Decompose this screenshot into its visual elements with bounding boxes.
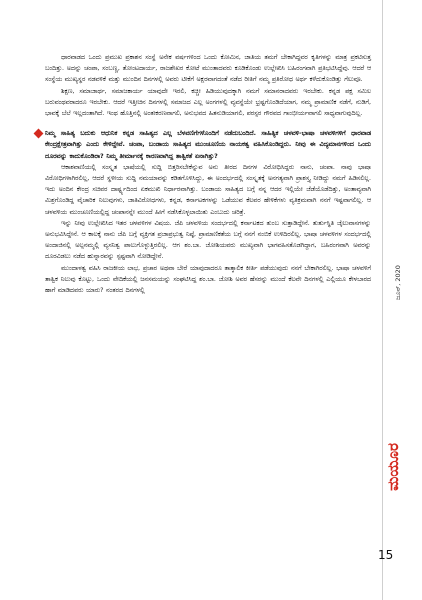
answer-paragraph-3: ಮುಂದಾಳತ್ವ ವಹಿಸಿ ರಾಜಕೀಯ ಲಾಭ, ಪ್ರಚಾರ ಅಥವಾ ಬೇರೆ ಯಾವುದಾದರೂ ತಾತ್ಕಾಲಿಕ ಕೀರ್ತಿ ಪಡೆಯುವುದು ನನಗೆ ಬೇಕಾಗಿರಲಿಲ್ಲ. ಭಾಷಾ ಚಳವಳಿಗೆ ತಾತ್ವಿಕ ನಿಲುವು ಕೊಟ್ಟು, ಒಂದು ವೇದಿಕೆಯಲ್ಲಿ ಜನಸಮಯನ್ನು ಸಂಘಟಿಸಿದ್ದ ಶಂ.ಬಾ. ಜೋಶಿ ಅವರ ಹೆಸರನ್ನು ಮುಂದೆ ಕೆಲವೇ ದಿನಗಳಲ್ಲಿ ಎಲ್ಲಿಯೂ ಕೇಳಬಾರದ ಹಾಗೆ ಮಾಡಿದವರು ಯಾರು? ನಂತರದ ದಿನಗಳಲ್ಲಿ <box>45 264 371 295</box>
paragraph-1: ಧಾರವಾಡದ ಒಂದು ಪ್ರಮುಖ ಪ್ರಕಾಶನ ಸಂಸ್ಥೆ ಅನೇಕ ವರ್ಷಗಳಿಂದ ಒಂದು ಕೋಮಿನ, ಜಾತಿಯ ತಮಗೆ ಬೇಕಾಗಿದ್ದವರ ಕೃತಿಗಳನ್ನು ಮಾತ್ರ ಪ್ರಕಟಿಸುತ್ತ ಬಂದಿತ್ತು. ಅದನ್ನು ಚಂಪಾ, ಸಂಬಣ್ಣ, ತೋಂಟದಾರ್ಯ, ರಾಜಶೇಖರ ಕೋಟೆ ಮುಂತಾದವರು ಕೂಡಿಕೊಂಡು ಉಲ್ಲೇಖಿಸಿ ಬಹಿರಂಗವಾಗಿ ಪ್ರತಿಭಟಿಸಿದ್ದೆವು. ಆದರೆ ಆ ಸಂಸ್ಥೆಯ ಮುಖ್ಯಸ್ಥರ ನಡವಳಿಕೆ ಮತ್ತು ಮುಂದಿನ ದಿನಗಳಲ್ಲಿ ಅವರು ಟೀಕೆಗೆ ಅಕ್ಷರವಾಗದಂತೆ ನಡೆದ ರೀತಿಗೆ ನಮ್ಮ ಪ್ರತಿರೋಧ ಅರ್ಥ ಕಳೆದುಕೊಂಡಿತ್ತು ಗೆಲುವೂ. <box>45 54 371 84</box>
margin-divider <box>382 0 383 600</box>
interview-question: ನಿಮ್ಮ ಸಾಹಿತ್ಯ ಬದುಕು ಆಧುನಿಕ ಕನ್ನಡ ಸಾಹಿತ್ಯದ ಎಲ್ಲ ಬೆಳವಣಿಗೆಗಳೊಂದಿಗೆ ನಡೆದುಬಂದಿದೆ. ಸಾಹಿತ್ಯಿಕ ಚಳವಳಿ-ಭಾಷಾ ಚಳವಳಿಗಳಿಗೆ ಧಾರವಾಡ ಕೇಂದ್ರಕ್ಷೇತ್ರವಾಗಿತ್ತು ಎಂದು ಕೇಳಿದ್ದೇವೆ. ಚಂಪಾ, ಬಂಡಾಯ ಸಾಹಿತ್ಯದ ಮುಂಚೂಣಿಯ ನಾಯಕತ್ವ ವಹಿಸಿಕೊಂಡಿದ್ದರು. ನೀವು ಈ ವಿದ್ಯಮಾನಗಳಿಂದ ಒಂದು ದೂರವನ್ನು ಕಾದುಕೊಂಡಿರಾ? ನಿಮ್ಮ ತೀರ್ಮಾನಕ್ಕೆ ಕಾರಣವಾಗಿದ್ದ ತಾತ್ವಿಕತೆ ಏನಾಗಿತ್ತು? <box>45 130 371 160</box>
page-number: 15 <box>378 548 394 562</box>
answer-paragraph-1: ಆಕಾಶವಾಣಿಯಲ್ಲಿ ಸಂಸ್ಕೃತ ಭಾಷೆಯಲ್ಲಿ ಸುದ್ದಿ ಬಿತ್ತರಿಸಬೇಕೆನ್ನುವ ಅನು ತೀರದ ದಿನಗಳ ವಿರೋಧಿಸಿದ್ದರು ನಾನು, ಚಂಪಾ. ನಾವು ಭಾಷಾ ವಿರೋಧಿಗಳಾಗಿರಲಿಲ್ಲ, ಆದರೆ ಸ್ಥಳೀಯ ಸುದ್ದಿ ನಮಯಾವನ್ನು ಕಡಿತಗೊಳಿಸಿದ್ದು, ಈ ಅಂದರ್ಭದಲ್ಲಿ ಸಂಸ್ಕೃತಕ್ಕೆ ಅನಗತ್ಯವಾಗಿ ಪ್ರಾಶಸ್ತ್ಯ ನೀಡಿದ್ದು ನಮಗೆ ಹಿಡಿಸಲಿಲ್ಲ. ಇದು ಅಂದಿನ ಕೇಂದ್ರ ಸಚಿವರ ದಾರ್ಷ್ಟ್ಯದಿಂದ ಏಕಮುಖಿ ನಿರ್ಧಾರವಾಗಿತ್ತು. ಬಂಡಾಯ ಸಾಹಿತ್ಯದ ಬಗ್ಗೆ ನನ್ನ ಆದರ ಇಲ್ಲಿಯೇ ಜೆಡೆಯೊಡೆದಿತ್ತು, ಅಂತಾವ್ಯವಾಗಿ ಮಿಶ್ರಗೊಂಡಿದ್ದ ವೈಚಾರಿಕ ನಿಲುವುಗಳು, ಜಾತಿವಿರೋಧಗಳು, ಕನ್ನಡ, ಕರ್ನಾಟಕಗಳನ್ನು ಒಡೆಯುವ ಕೆಲವರ ಹೇಳಿಕೆಗಳು ವ್ಯತಿಕ್ರಮವಾಗಿ ನನಗೆ ಇಷ್ಟವಾಗಲಿಲ್ಲ. ಆ ಚಳವಳಿಯ ಮುಂಚೂಣಿಯಲ್ಲಿದ್ದ ಚಂಪಾನನ್ನೇ ಮುಂದೆ ಹೀಗೆ ನಡೆಸಿಕೊಳ್ಳಲಾಯಿತು ಎಂಬುದು ಚರಿತ್ರೆ. <box>45 163 371 216</box>
magazine-name: ಮಯೂರ <box>384 443 402 491</box>
interview-answer <box>45 162 371 296</box>
answer-paragraph-2: ಇನ್ನು ನೀವು ಉಲ್ಲೇಖಿಸಿದ ಇತರ ಚಳವಳಿಗಳ ವಿಷಯ. ಜೆಪಿ ಚಳವಳಿಯ ಸಂದರ್ಭದಲ್ಲಿ ಕರ್ನಾಟಕದ ತುಂಬ ಸುತ್ತಾಡಿದ್ದೇನೆ. ತುರ್ತುಸ್ಥಿತಿ ಜೈಲುವಾಸಗಳನ್ನು ಅನುಭವಿಸಿದ್ದೇನೆ. ಆ ಕಾಲಕ್ಕೆ ನಾನು ಜೆಪಿ ಬಗ್ಗೆ ವ್ಯಕ್ತಿಗತ ಪ್ರಜಾಪ್ರಭುತ್ವ ನಿಷ್ಠೆ, ಪ್ರಾಮಾಣಿಕತೆಯ ಬಗ್ಗೆ ನನಗೆ ನಂಬಿಕೆ ಉಳಿದಿರಲಿಲ್ಲ. ಭಾಷಾ ಚಳವಳಿಗಳ ಸಂದರ್ಭದಲ್ಲಿ ಅಂದಾಜಿನಲ್ಲಿ ಅಲ್ಪನಮ್ಮಲ್ಲಿ ವ್ಯಸನಿತ್ವ ಪಾಲುಗೊಳ್ಳುತ್ತಿರಲಿಲ್ಲ. ಆಗ ಶಂ.ಬಾ. ಜೋಶಿಯವರು ಮುಖ್ಯವಾಗಿ ಭಾಗವಹಿಸತೊಡಗಿದ್ದಾಗ, ಬಹಿರಂಗವಾಗಿ ಅವರನ್ನು ದೂರವಿಡಲು ನಡೆದ ಹುನ್ನಾರವನ್ನು ಸ್ಪಷ್ಟವಾಗಿ ನೋಡಿದ್ದೇನೆ. <box>45 219 371 261</box>
issue-date: ಜೂನ್, 2020 <box>394 265 402 300</box>
diamond-bullet-icon <box>34 129 44 139</box>
magazine-logo <box>383 430 403 504</box>
interview-question-block <box>45 128 371 162</box>
article-body <box>45 52 371 296</box>
paragraph-2: ಶಿಕ್ಷಣ, ಸಮಾಜಾರ್ಥ, ಸಮಾಜಕಾರ್ಯ ಯಾವುದೇ ಇರಲಿ, ಕಚ್ಚೀ ಹಿಡಿಯುವುದಕ್ಕಾಗಿ ನಮಗೆ ಸಮಾನರಾದವರು ಇರಬೇಕು. ಕನ್ನಡ ಪಕ್ಷ ಸಮಿಲ ಬರುವಂಥವರಾದರೂ ಇರಬೇಕು. ಆದರೆ ಇತ್ತೀಚಿನ ದಿನಗಳಲ್ಲಿ ಸಮಾಜದ ಎಲ್ಲ ಅಂಗಗಳಲ್ಲಿ ವ್ಯವಸ್ಥೆಯೇ ಭ್ರಷ್ಟಗೊಂಡಿದೆಯಾಗ, ನಮ್ಮ ಪ್ರಾಮಾಣಿಕ ನಡೆಗೆ, ನುಡಿಗೆ, ಭಾವಕ್ಕೆ ಬೆಲೆ ಇಲ್ಲದಂತಾಗಿದೆ. ಇಂಥ ಹೊತ್ತಿನಲ್ಲಿ ಅಂತಃಕರಣವಾಗಲಿ, ಅನುಭವದ ಹಿತನುಡಿಯಾಗಲಿ, ಪರಸ್ಪರ ಗೌರವದ ಗಾಂಭೀರ್ಯವಾಗಲಿ ಸಾಧ್ಯವಾಗುವುದಿಲ್ಲ. <box>45 87 371 118</box>
